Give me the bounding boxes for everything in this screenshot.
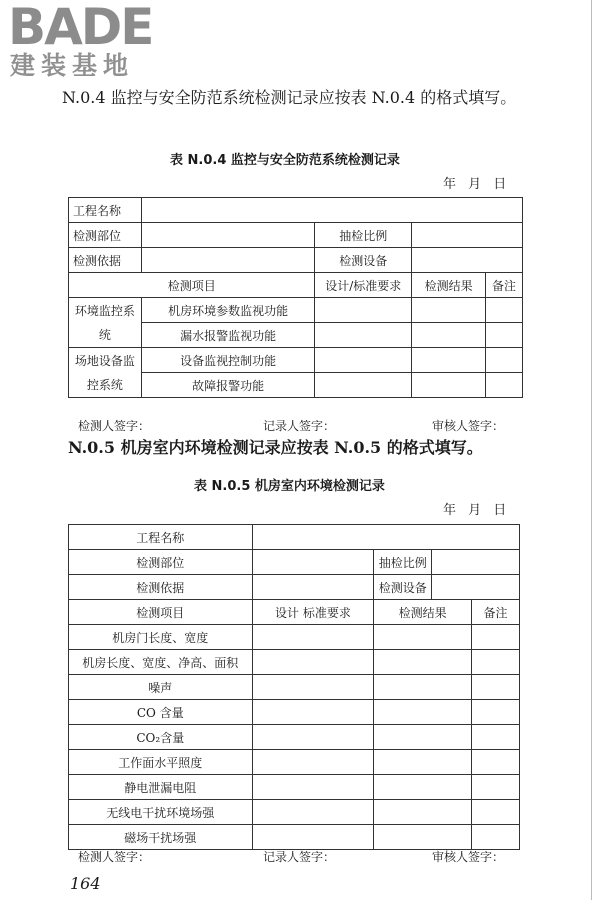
test-equipment-label: 检测设备: [374, 575, 432, 600]
result-cell[interactable]: [374, 775, 472, 800]
table-n05-date: 年 月 日: [443, 503, 511, 518]
test-part-label: 检测部位: [69, 550, 253, 575]
result-cell[interactable]: [374, 625, 472, 650]
remark-cell[interactable]: [472, 625, 520, 650]
remark-cell[interactable]: [472, 750, 520, 775]
test-equipment-label: 检测设备: [315, 248, 412, 273]
test-equipment-field[interactable]: [432, 575, 520, 600]
test-part-label: 检测部位: [69, 223, 142, 248]
group-label: 场地设备监控系统: [69, 348, 142, 398]
item-label: 无线电干扰环境场强: [69, 800, 253, 825]
project-name-field[interactable]: [252, 525, 519, 550]
item-label: 静电泄漏电阻: [69, 775, 253, 800]
reviewer-signature: 审核人签字：: [432, 419, 505, 433]
item-label: 机房门长度、宽度: [69, 625, 253, 650]
remark-cell[interactable]: [486, 323, 523, 348]
remark-cell[interactable]: [486, 373, 523, 398]
remark-cell[interactable]: [472, 675, 520, 700]
item-label: 设备监视控制功能: [141, 348, 315, 373]
design-cell[interactable]: [315, 348, 412, 373]
remark-cell[interactable]: [472, 800, 520, 825]
item-label: CO₂含量: [69, 725, 253, 750]
test-part-field[interactable]: [141, 223, 315, 248]
sample-ratio-field[interactable]: [412, 223, 523, 248]
item-label: 故障报警功能: [141, 373, 315, 398]
result-cell[interactable]: [412, 323, 486, 348]
table-n05: [68, 524, 520, 850]
design-cell[interactable]: [252, 725, 374, 750]
reviewer-signature: 审核人签字：: [432, 850, 505, 864]
result-cell[interactable]: [412, 348, 486, 373]
remark-cell[interactable]: [472, 700, 520, 725]
design-cell[interactable]: [252, 700, 374, 725]
sample-ratio-field[interactable]: [432, 550, 520, 575]
tester-signature: 检测人签字：: [78, 419, 151, 433]
test-basis-field[interactable]: [141, 248, 315, 273]
remark-cell[interactable]: [472, 775, 520, 800]
result-cell[interactable]: [374, 700, 472, 725]
n05-intro: N.0.5 机房室内环境检测记录应按表 N.0.5 的格式填写。: [68, 438, 483, 457]
table-n04-caption: 表 N.0.4 监控与安全防范系统检测记录: [170, 153, 400, 168]
watermark-logo: BADE: [8, 0, 153, 56]
test-equipment-field[interactable]: [412, 248, 523, 273]
header-design: 设计/标准要求: [315, 273, 412, 298]
design-cell[interactable]: [252, 825, 374, 850]
result-cell[interactable]: [374, 725, 472, 750]
item-label: 机房长度、宽度、净高、面积: [69, 650, 253, 675]
header-remark: 备注: [472, 600, 520, 625]
design-cell[interactable]: [252, 775, 374, 800]
item-label: 漏水报警监视功能: [141, 323, 315, 348]
item-label: 噪声: [69, 675, 253, 700]
watermark-subtitle: 建装基地: [10, 51, 135, 80]
item-label: CO 含量: [69, 700, 253, 725]
project-name-field[interactable]: [141, 198, 522, 223]
header-result: 检测结果: [412, 273, 486, 298]
table-n04-date: 年 月 日: [443, 177, 511, 192]
design-cell[interactable]: [315, 323, 412, 348]
group-label: 环境监控系统: [69, 298, 142, 348]
result-cell[interactable]: [374, 825, 472, 850]
result-cell[interactable]: [374, 800, 472, 825]
design-cell[interactable]: [315, 373, 412, 398]
page-edge: [591, 0, 592, 900]
recorder-signature: 记录人签字：: [263, 850, 336, 864]
page-number: 164: [70, 874, 101, 893]
table-n04: [68, 197, 523, 398]
sample-ratio-label: 抽检比例: [315, 223, 412, 248]
design-cell[interactable]: [315, 298, 412, 323]
table-n05-caption: 表 N.0.5 机房室内环境检测记录: [194, 479, 385, 494]
header-result: 检测结果: [374, 600, 472, 625]
n04-intro: N.0.4 监控与安全防范系统检测记录应按表 N.0.4 的格式填写。: [62, 88, 517, 107]
design-cell[interactable]: [252, 750, 374, 775]
test-basis-label: 检测依据: [69, 575, 253, 600]
recorder-signature: 记录人签字：: [263, 419, 336, 433]
result-cell[interactable]: [374, 750, 472, 775]
header-design: 设计 标准要求: [252, 600, 374, 625]
remark-cell[interactable]: [486, 298, 523, 323]
design-cell[interactable]: [252, 625, 374, 650]
test-part-field[interactable]: [252, 550, 374, 575]
header-remark: 备注: [486, 273, 523, 298]
project-name-label: 工程名称: [69, 198, 142, 223]
header-item: 检测项目: [69, 600, 253, 625]
design-cell[interactable]: [252, 800, 374, 825]
item-label: 磁场干扰场强: [69, 825, 253, 850]
project-name-label: 工程名称: [69, 525, 253, 550]
item-label: 机房环境参数监视功能: [141, 298, 315, 323]
result-cell[interactable]: [374, 650, 472, 675]
sample-ratio-label: 抽检比例: [374, 550, 432, 575]
design-cell[interactable]: [252, 650, 374, 675]
remark-cell[interactable]: [472, 725, 520, 750]
test-basis-field[interactable]: [252, 575, 374, 600]
result-cell[interactable]: [374, 675, 472, 700]
remark-cell[interactable]: [486, 348, 523, 373]
remark-cell[interactable]: [472, 825, 520, 850]
result-cell[interactable]: [412, 298, 486, 323]
item-label: 工作面水平照度: [69, 750, 253, 775]
design-cell[interactable]: [252, 675, 374, 700]
remark-cell[interactable]: [472, 650, 520, 675]
header-item: 检测项目: [69, 273, 315, 298]
result-cell[interactable]: [412, 373, 486, 398]
tester-signature: 检测人签字：: [78, 850, 151, 864]
test-basis-label: 检测依据: [69, 248, 142, 273]
